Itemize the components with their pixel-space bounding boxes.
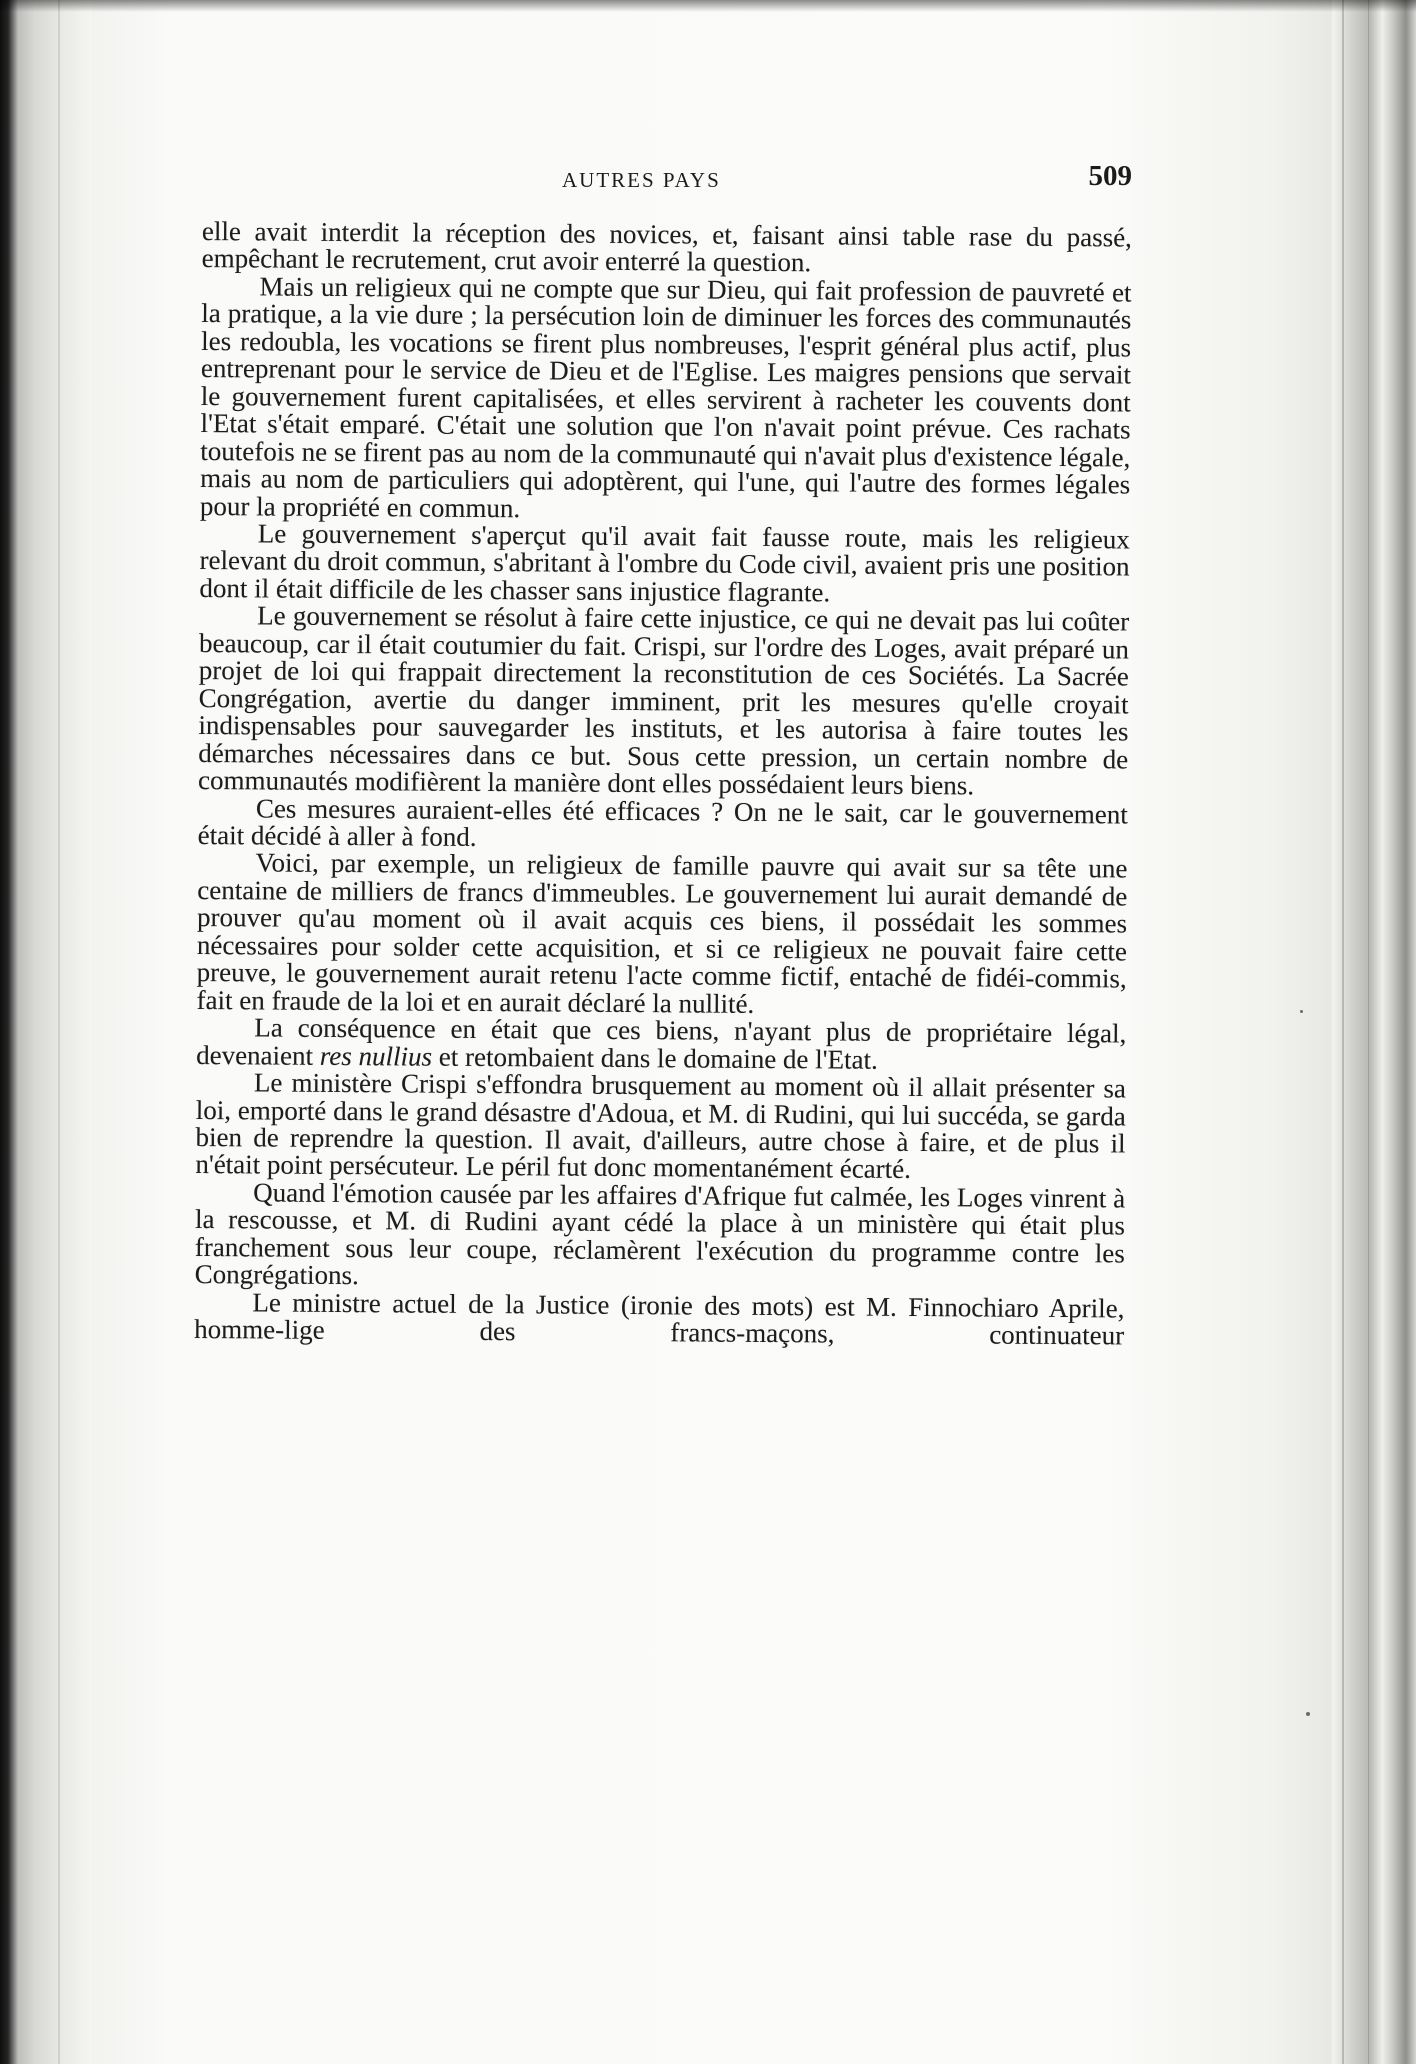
paragraph-3: Le gouvernement s'aperçut qu'il avait fait fausse route, mais les religieux relevant du droit commun, s'abritant à l'ombre du Code civil, avaient pris une position dont il était difficile de les chasser sans injustice flagrante. [199,518,1130,608]
paragraph-9: Quand l'émotion causée par les affaires d'Afrique fut calmée, les Loges vinrent à la rescousse, et M. di Rudini ayant cédé la place à un ministère qui était plus franchement sous leur coupe, réclamèrent l'exécution du programme contre les Congrégations. [194,1177,1126,1291]
page-header [200,160,1140,200]
paragraph-2: Mais un religieux qui ne compte que sur Dieu, qui fait profession de pauvreté et la pratique, a la vie dure ; la persécution loin de diminuer les forces des communautés les redoubla, les vocations se firent plus nombreuses, l'esprit général plus actif, plus entreprenant pour le service de Dieu et de l'Eglise. Les maigres pensions que servait le gouvernement furent capitalisées, et elles servirent à racheter les couvents dont l'Etat s'était emparé. C'était une solution que l'on n'avait point prévue. Ces rachats toutefois ne se firent pas au nom de la communauté qui n'avait plus d'existence légale, mais au nom de particuliers qui adoptèrent, qui l'une, qui l'autre des formes légales pour la propriété en commun. [199,271,1132,523]
paragraph-4: Le gouvernement se résolut à faire cette injustice, ce qui ne devait pas lui coûter beaucoup, car il était coutumier du fait. Crispi, sur l'ordre des Loges, avait préparé un projet de loi qui frappait directement la reconstitution de ces Sociétés. La Sacrée Congrégation, avertie du danger imminent, prit les mesures qu'elle croyait indispensables pour sauvegarder les instituts, et les autorisa à faire toutes les démarches nécessaires dans ce but. Sous cette pression, un certain nombre de communautés modifièrent la manière dont elles possédaient leurs biens. [197,600,1130,801]
paragraph-1: elle avait interdit la réception des novices, et, faisant ainsi table rase du passé, empêchant le recrutement, crut avoir enterré la question. [201,216,1132,278]
paragraph-7 [196,1014,1126,1075]
scan-speck [1306,1712,1310,1716]
paragraph-5: Ces mesures auraient-elles été efficaces ? On ne le sait, car le gouvernement était décidé à aller à fond. [197,792,1128,852]
book-binding-gutter [0,0,92,2064]
body-text [190,218,1131,1874]
paragraph-8: Le ministère Crispi s'effondra brusquement au moment où il allait présenter sa loi, emporté dans le grand désastre d'Adoua, et M. di Rudini, qui lui succéda, se garda bien de reprendre la question. Il avait, d'ailleurs, autre chose à faire, et de plus il n'était point persécuteur. Le péril fut donc momentanément écarté. [195,1067,1127,1185]
paragraph-6: Voici, par exemple, un religieux de famille pauvre qui avait sur sa tête une centaine de milliers de francs d'immeubles. Le gouvernement lui aurait demandé de prouver qu'au moment où il avait acquis ces biens, il possédait les sommes nécessaires pour solder cette acquisition, et si ce religieux ne pouvait faire cette preuve, le gouvernement aurait retenu l'acte comme fictif, entaché de fidéi-commis, fait en fraude de la loi et en aurait déclaré la nullité. [196,847,1128,1019]
latin-term: res nullius [319,1040,433,1072]
running-title: AUTRES PAYS [562,168,721,192]
paragraph-10: Le ministre actuel de la Justice (ironie des mots) est M. Finnochiaro Aprile, homme-lige des francs-maçons, continuateur [194,1287,1125,1351]
page-edge-right [1332,0,1416,2064]
page-number: 509 [1088,160,1132,192]
top-shadow [0,0,1416,12]
paragraph-7-start: La conséquence en était que ces biens, n'ayant plus de propriétaire légal, devenaient [196,1012,1127,1071]
scan-speck [1300,1010,1303,1013]
paragraph-7-end: et retombaient dans le domaine de l'Etat. [432,1041,878,1075]
